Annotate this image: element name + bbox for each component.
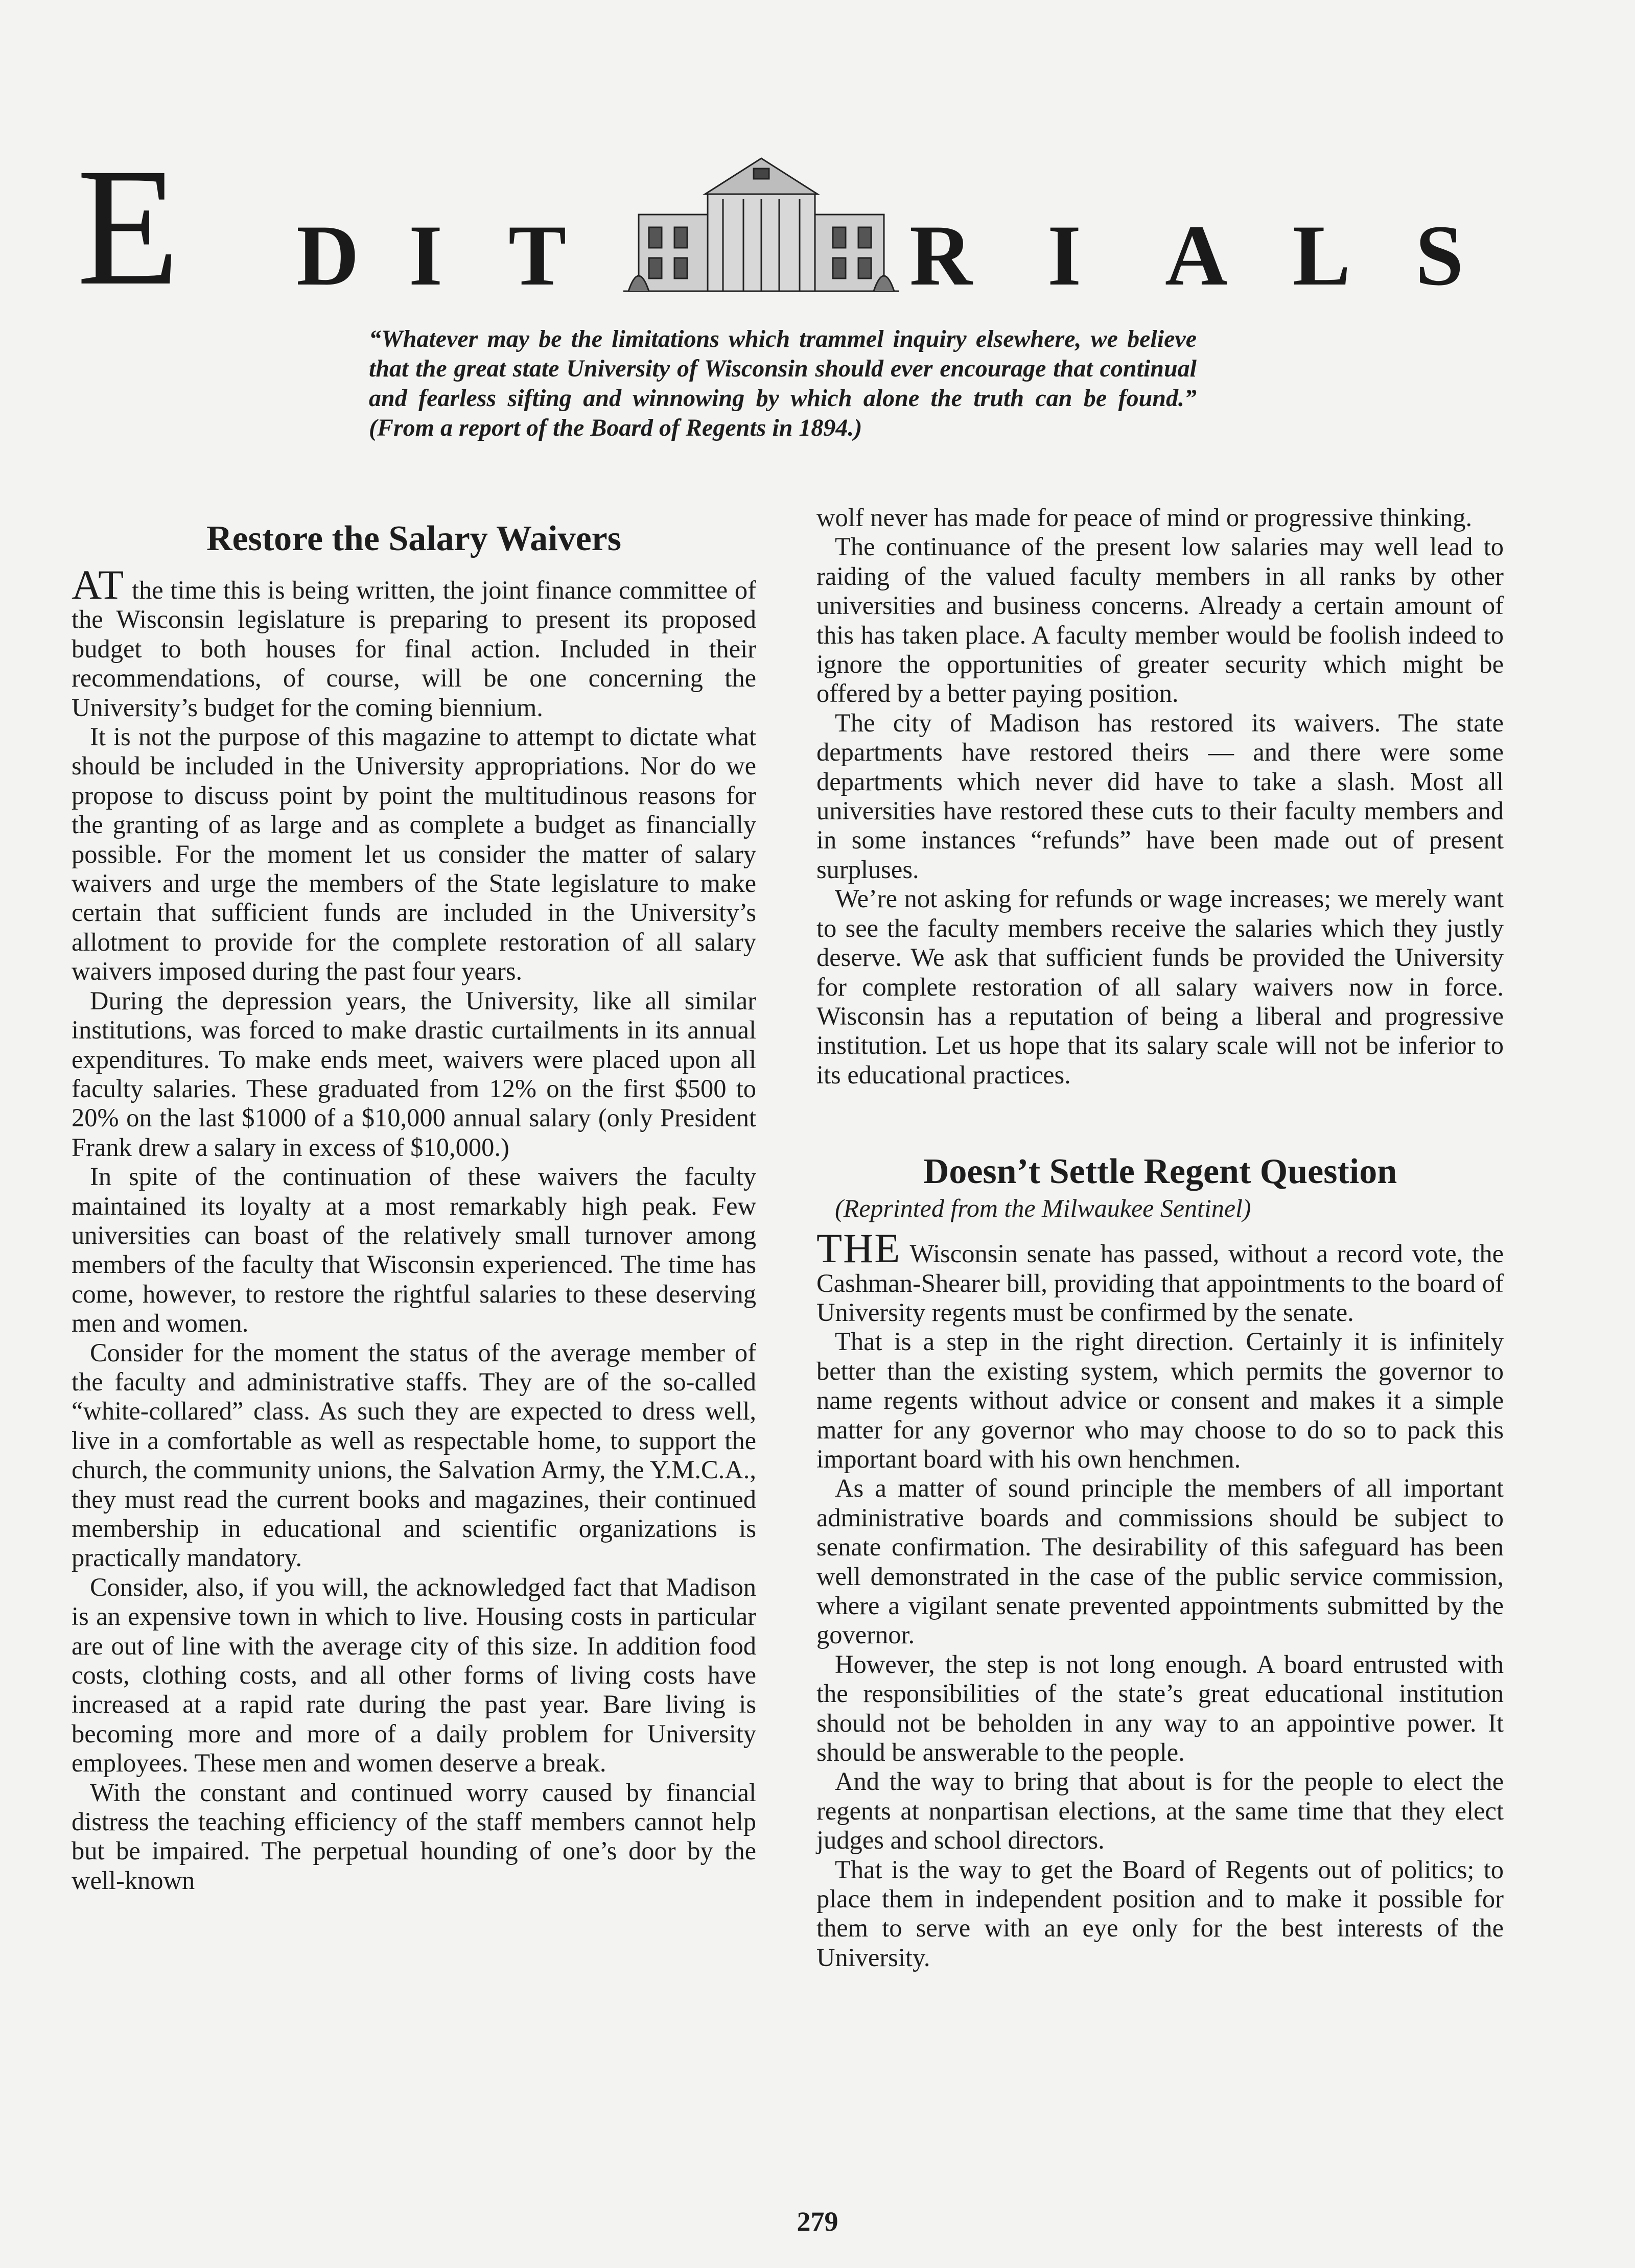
- drop-cap: AT: [72, 561, 125, 608]
- drop-cap: THE: [816, 1225, 901, 1272]
- article-paragraph: We’re not asking for refunds or wage increases; we merely want to see the faculty members receive the salaries which they justly deserve. We ask that sufficient funds be provided the University for complete restoration of all salary waivers now in force. Wisconsin has a reputation of being a liberal and progressive institution. Let us hope that its salary scale will not be inferior to its educational practices.: [816, 884, 1504, 1089]
- article-title: Restore the Salary Waivers: [206, 519, 621, 558]
- page-number: 279: [797, 2206, 838, 2237]
- article-paragraph: And the way to bring that about is for the people to elect the regents at nonpartisan elections, at the same time that they elect judges and school directors.: [816, 1767, 1504, 1855]
- left-column: [72, 517, 756, 1895]
- article-paragraph: THE Wisconsin senate has passed, without a record vote, the Cashman-Shearer bill, providing that appointments to the board of University regents must be confirmed by the senate.: [816, 1225, 1504, 1327]
- masthead-letter: L: [1293, 207, 1351, 303]
- article-paragraph: As a matter of sound principle the members of all important administrative boards and commissions should be subject to senate confirmation. The desirability of this safeguard has been well demonstrated in the case of the public service commission, where a vigilant senate prevented appointments submitted by the governor.: [816, 1474, 1504, 1649]
- article-paragraph: AT the time this is being written, the joint finance committee of the Wisconsin legislature is preparing to present its proposed budget to both houses for final action. Included in their recommendations, of course, will be one concerning the University’s budget for the coming biennium.: [72, 561, 756, 722]
- article-paragraph: wolf never has made for peace of mind or progressive thinking.: [816, 503, 1473, 532]
- masthead-letter: R: [909, 207, 972, 303]
- article-paragraph: The continuance of the present low salaries may well lead to raiding of the valued faculty members in all ranks by other universities and business concerns. Already a certain amount of this has taken place. A faculty member would be foolish indeed to ignore the opportunities of greater security which might be offered by a better paying position.: [816, 532, 1504, 708]
- article-paragraph: However, the step is not long enough. A board entrusted with the responsibilities of the state’s great educational institution should not be beholden in any way to an appointive power. It should be answerable to the people.: [816, 1649, 1504, 1767]
- article-paragraph: During the depression years, the University, like all similar institutions, was forced to make drastic curtailments in its annual expenditures. To make ends meet, waivers were placed upon all faculty salaries. These graduated from 12% on the first $500 to 20% on the last $1000 of a $10,000 annual salary (only President Frank drew a salary in excess of $10,000.): [72, 986, 756, 1162]
- article-paragraph: In spite of the continuation of these waivers the faculty maintained its loyalty at a most remarkably high peak. Few universities can boast of the relatively small turnover among members of the faculty that Wisconsin experienced. The time has come, however, to restore the rightful salaries to these deserving men and women.: [72, 1162, 756, 1338]
- epigraph-quote: “Whatever may be the limitations which trammel inquiry elsewhere, we believe that the great state University of Wisconsin should ever encourage that continual and fearless sifting and winnowing by which alone the truth can be found.” (From a report of the Board of Regents in 1894.): [369, 325, 1197, 441]
- article-paragraph: Consider for the moment the status of the average member of the faculty and administrative staffs. They are of the so-called “white-collared” class. As such they are expected to dress well, live in a comfortable as well as respectable home, to support the church, the community unions, the Salvation Army, the Y.M.C.A., they must read the current books and magazines, their continued membership in educational and scientific organizations is practically mandatory.: [72, 1338, 756, 1572]
- masthead-letter: E: [77, 134, 180, 320]
- article-paragraph: The city of Madison has restored its waivers. The state departments have restored theirs — and there were some departments which never did have to take a slash. Most all universities have restored these cuts to their faculty members and in some instances “refunds” have been made out of present surpluses.: [816, 708, 1504, 884]
- masthead-letter: T: [508, 207, 567, 303]
- right-column: [816, 503, 1504, 1972]
- article-paragraph: It is not the purpose of this magazine to attempt to dictate what should be included in the University appropriations. Nor do we propose to discuss point by point the multitudinous reasons for the granting of as large and as complete a budget as financially possible. For the moment let us consider the matter of salary waivers and urge the members of the State legislature to make certain that sufficient funds are included in the University’s allotment to provide for the complete restoration of all salary waivers imposed during the past four years.: [72, 722, 756, 986]
- editorials-masthead: [77, 134, 1487, 320]
- article-paragraph: That is the way to get the Board of Regents out of politics; to place them in independent position and to make it possible for them to serve with an eye only for the best interests of the University.: [816, 1855, 1504, 1972]
- masthead-letter: A: [1165, 207, 1228, 303]
- article-paragraph: That is a step in the right direction. Certainly it is infinitely better than the existing system, which permits the governor to name regents without advice or consent and makes it a simple matter for any governor who may choose to do so to pack this important board with his own henchmen.: [816, 1327, 1504, 1473]
- article-title: Doesn’t Settle Regent Question: [923, 1152, 1397, 1192]
- masthead-letter: D: [296, 207, 359, 303]
- masthead-letter: S: [1415, 207, 1464, 303]
- masthead-letter: I: [1047, 207, 1082, 303]
- masthead-letter: I: [409, 207, 443, 303]
- article-subtitle: (Reprinted from the Milwaukee Sentinel): [835, 1194, 1251, 1223]
- article-paragraph: Consider, also, if you will, the acknowledged fact that Madison is an expensive town in which to live. Housing costs in particular are out of line with the average city of this size. In addition food costs, clothing costs, and all other forms of living costs have increased at a rapid rate during the past year. Bare living is becoming more and more of a daily problem for University employees. These men and women deserve a break.: [72, 1572, 756, 1778]
- university-building-illustration: [618, 138, 904, 306]
- article-paragraph: With the constant and continued worry caused by financial distress the teaching efficiency of the staff members cannot help but be impaired. The perpetual hounding of one’s door by the well-known: [72, 1778, 756, 1895]
